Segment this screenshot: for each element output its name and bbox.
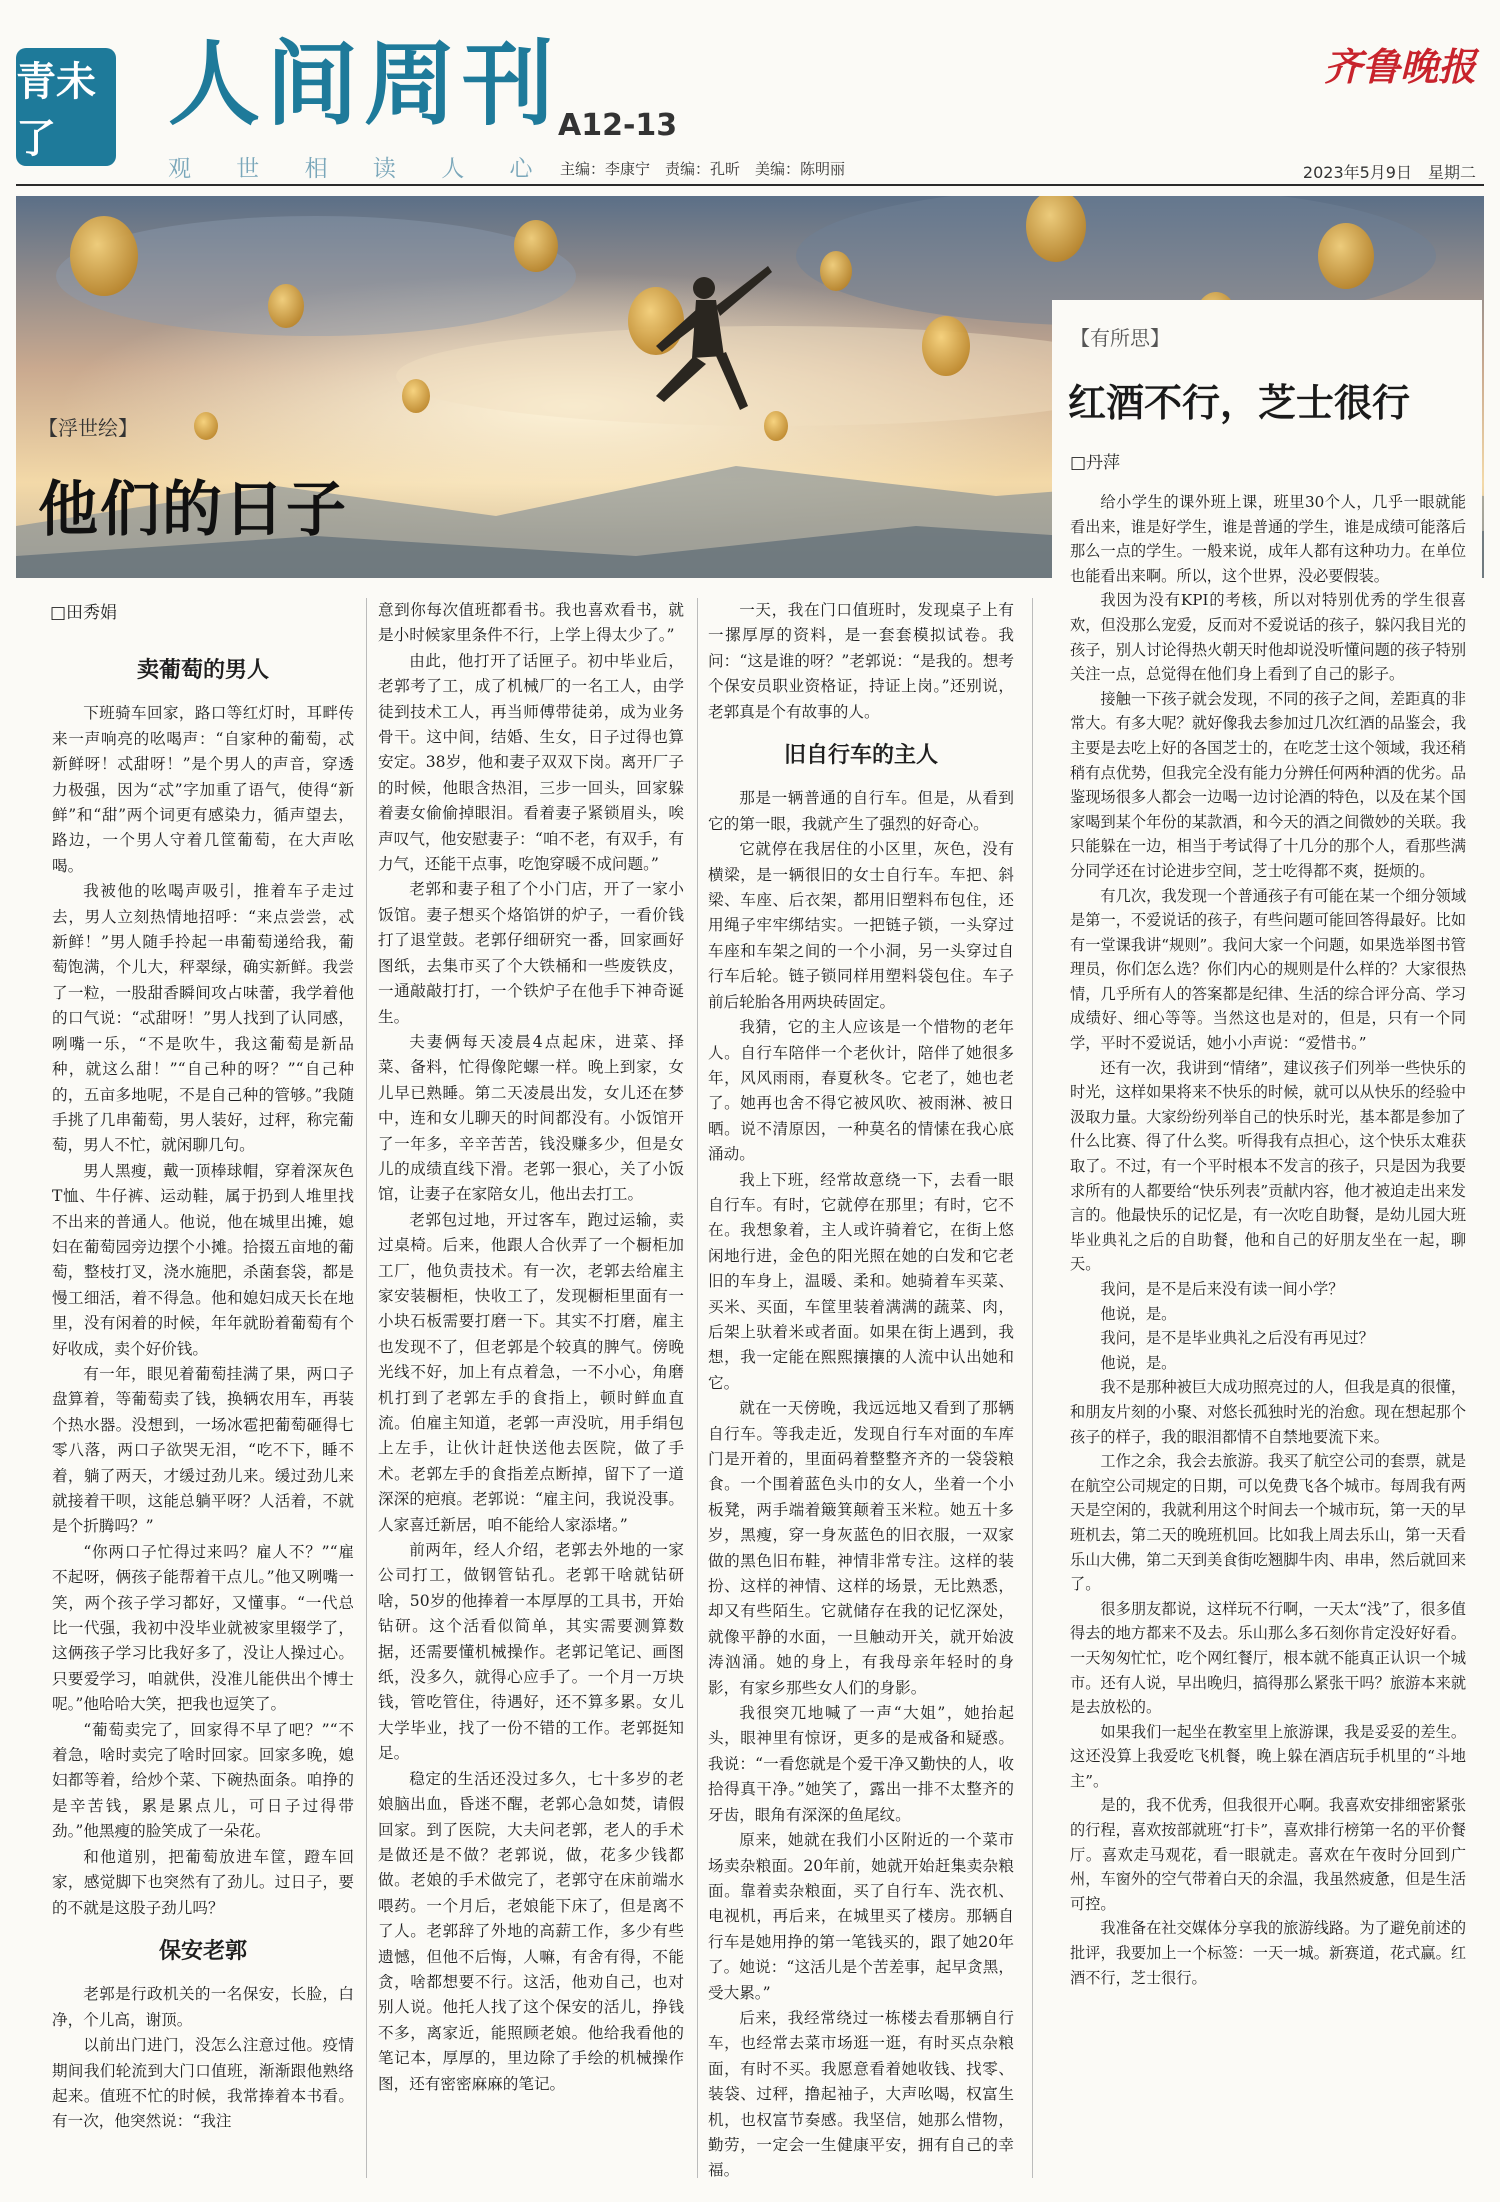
page-number: A12-13 — [558, 108, 678, 143]
paragraph: 我准备在社交媒体分享我的旅游线路。为了避免前述的批评，我要加上一个标签：一天一城。新赛道，花式赢。红酒不行，芝士很行。 — [1070, 1919, 1466, 1987]
paragraph: 我问，是不是毕业典礼之后没有再见过？ — [1100, 1329, 1374, 1348]
feature-author: □田秀娟 — [50, 603, 118, 623]
paragraph: 他说，是。 — [1100, 1353, 1177, 1372]
paragraph: 是的，我不优秀，但我很开心啊。我喜欢安排细密紧张的行程，喜欢按部就班“打卡”，喜欢排行榜第一名的平价餐厅。喜欢走马观花，看一眼就走。喜欢在午夜时分回到广州，车窗外的空气带着白天的余温，我虽然疲惫，但是生活可控。 — [1070, 1796, 1466, 1913]
editor-credits: 主编：李康宁 责编：孔昕 美编：陈明丽 — [560, 160, 846, 178]
column-divider — [1032, 598, 1033, 2178]
paragraph: 下班骑车回家，路口等红灯时，耳畔传来一声响亮的吆喝声：“自家种的葡萄，忒新鲜呀！忒甜呀！”是个男人的声音，穿透力极强，因为“忒”字加重了语气，使得“新鲜”和“甜”两个词更有感染力，循声望去，路边，一个男人守着几筐葡萄，在大声吆喝。 — [52, 704, 354, 875]
paragraph: 意到你每次值班都看书。我也喜欢看书，就是小时候家里条件不行，上学上得太少了。” — [378, 601, 684, 645]
column-divider — [697, 598, 698, 2178]
publication-date: 2023年5月9日 星期二 — [1302, 163, 1476, 182]
feature-column-1 — [52, 640, 354, 2135]
paragraph: 以前出门进门，没怎么注意过他。疫情期间我们轮流到大门口值班，渐渐跟他熟络起来。值班不忙的时候，我常捧着本书看。有一次，他突然说：“我注 — [52, 2036, 354, 2131]
subheading-old-bicycle: 旧自行车的主人 — [783, 742, 938, 769]
paragraph: 前两年，经人介绍，老郭去外地的一家公司打工，做钢管钻孔。老郭干啥就钻研啥，50岁的他捧着一本厚厚的工具书，开始钻研。这个活看似简单，其实需要测算数据，还需要懂机械操作。老郭记笔记、画图纸，没多久，就得心应手了。一个月一万块钱，管吃管住，待遇好，还不算多累。女儿大学毕业，找了一份不错的工作。老郭挺知足。 — [378, 1541, 684, 1763]
paragraph: “葡萄卖完了，回家得不早了吧？”“不着急，啥时卖完了啥时回家。回家多晚，媳妇都等着，给炒个菜、下碗热面条。咱挣的是辛苦钱，累是累点儿，可日子过得带劲。”他黑瘦的脸笑成了一朵花。 — [52, 1720, 354, 1841]
paragraph: 老郭是行政机关的一名保安，长脸，白净，个儿高，谢顶。 — [52, 1985, 354, 2029]
section-logo — [16, 48, 116, 166]
subheading-grape-seller: 卖葡萄的男人 — [136, 657, 269, 683]
feature-column-3 — [708, 598, 1014, 2184]
feature-tag: 【浮世绘】 — [38, 416, 138, 440]
paragraph: 它就停在我居住的小区里，灰色，没有横梁，是一辆很旧的女士自行车。车把、斜梁、车座、后衣架，都用旧塑料布包住，还用绳子牢牢绑结实。一把链子锁，一头穿过车座和车架之间的一个小洞，另一头穿过自行车后轮。链子锁同样用塑料袋包住。车子前后轮胎各用两块砖固定。 — [708, 840, 1014, 1011]
paragraph: 接触一下孩子就会发现，不同的孩子之间，差距真的非常大。有多大呢？就好像我去参加过几次红酒的品鉴会，我主要是去吃上好的各国芝士的，在吃芝士这个领域，我还稍稍有点优势，但我完全没有能力分辨任何两种酒的优劣。品鉴现场很多人都会一边喝一边讨论酒的特色，以及在某个国家喝到某个年份的某款酒，和今天的酒之间微妙的关联。我只能躲在一边，相当于考试得了十几分的那个人，看那些满分同学还在讨论进步空间，芝士吃得都不爽，挺烦的。 — [1070, 689, 1466, 880]
paragraph: 我问，是不是后来没有读一间小学？ — [1100, 1280, 1344, 1298]
paragraph: 原来，她就在我们小区附近的一个菜市场卖杂粮面。20年前，她就开始赶集卖杂粮面。靠着卖杂粮面，买了自行车、洗衣机、电视机，再后来，在城里买了楼房。那辆自行车是她用挣的第一笔钱买的，跟了她20年了。她说：“这活儿是个苦差事，起早贪黑，受大累。” — [708, 1831, 1014, 2002]
paragraph: 男人黑瘦，戴一顶棒球帽，穿着深灰色T恤、牛仔裤、运动鞋，属于扔到人堆里找不出来的普通人。他说，他在城里出摊，媳妇在葡萄园旁边摆个小摊。拾掇五亩地的葡萄，整枝打叉，浇水施肥，杀菌套袋，都是慢工细活，着不得急。他和媳妇成天长在地里，没有闲着的时候，年年就盼着葡萄有个好收成，卖个好价钱。 — [52, 1161, 354, 1358]
feature-title: 他们的日子 — [38, 475, 348, 545]
paragraph: 我上下班，经常故意绕一下，去看一眼自行车。有时，它就停在那里；有时，它不在。我想象着，主人或许骑着它，在街上悠闲地行进，金色的阳光照在她的白发和它老旧的车身上，温暖、柔和。她骑着车买菜、买米、买面，车筐里装着满满的蔬菜、肉，后架上驮着米或者面。如果在街上遇到，我想，我一定能在熙熙攘攘的人流中认出她和它。 — [708, 1170, 1014, 1392]
paragraph: 我不是那种被巨大成功照亮过的人，但我是真的很懂，和朋友片刻的小聚、对悠长孤独时光的治愈。现在想起那个孩子的样子，我的眼泪都情不自禁地要流下来。 — [1070, 1378, 1466, 1446]
paragraph: 还有一次，我讲到“情绪”，建议孩子们列举一些快乐的时光，这样如果将来不快乐的时候，就可以从快乐的经验中汲取力量。大家纷纷列举自己的快乐时光，基本都是参加了什么比赛、得了什么奖。听得我有点担心，这个快乐太难获取了。不过，有一个平时根本不发言的孩子，只是因为我要求所有的人都要给“快乐列表”贡献内容，他才被迫走出来发言的。他最快乐的记忆是，有一次吃自助餐，是幼儿园大班毕业典礼之后的自助餐，他和自己的好朋友坐在一起，聊天。 — [1070, 1058, 1466, 1274]
masthead-divider — [16, 184, 1484, 186]
paragraph: 和他道别，把葡萄放进车筐，蹬车回家，感觉脚下也突然有了劲儿。过日子，要的不就是这股子劲儿吗？ — [52, 1847, 354, 1917]
newspaper-logo: 齐鲁晚报 — [1323, 44, 1476, 89]
paragraph: 老郭包过地，开过客车，跑过运输，卖过桌椅。后来，他跟人合伙弄了一个橱柜加工厂，他负责技术。有一次，老郭去给雇主家安装橱柜，快收工了，发现橱柜里面有一小块石板需要打磨一下。其实不打磨，雇主也发现不了，但老郭是个较真的脾气。傍晚光线不好，加上有点着急，一不小心，角磨机打到了老郭左手的食指上，顿时鲜血直流。伯雇主知道，老郭一声没吭，用手绢包上左手，让伙计赶快送他去医院，做了手术。老郭左手的食指差点断掉，留下了一道深深的疤痕。老郭说：“雇主问，我说没事。人家喜迁新居，咱不能给人家添堵。” — [378, 1210, 684, 1534]
sidebar-tag: 【有所思】 — [1070, 326, 1170, 350]
paragraph: 他说，是。 — [1100, 1304, 1177, 1323]
paragraph: 我猜，它的主人应该是一个惜物的老年人。自行车陪伴一个老伙计，陪伴了她很多年，风风雨雨，春夏秋冬。它老了，她也老了。她再也舍不得它被风吹、被雨淋、被日晒。说不清原因，一种莫名的情愫在我心底涌动。 — [708, 1018, 1014, 1164]
paragraph: 一天，我在门口值班时，发现桌子上有一摞厚厚的资料，是一套套模拟试卷。我问：“这是谁的呀？”老郭说：“是我的。想考个保安员职业资格证，持证上岗。”还别说，老郭真是个有故事的人。 — [708, 601, 1014, 721]
paragraph: 有几次，我发现一个普通孩子有可能在某一个细分领域是第一，不爱说话的孩子，有些问题可能回答得最好。比如有一堂课我讲“规则”。我问大家一个问题，如果选举图书管理员，你们怎么选？你们内心的规则是什么样的？大家很热情，几乎所有人的答案都是纪律、生活的综合评分高、学习成绩好、细心等等。当然这也是对的，但是，只有一个同学，平时不爱说话，她小小声说：“爱惜书。” — [1070, 886, 1466, 1053]
paragraph: 夫妻俩每天凌晨4点起床，进菜、择菜、备料，忙得像陀螺一样。晚上到家，女儿早已熟睡。第二天凌晨出发，女儿还在梦中，连和女儿聊天的时间都没有。小饭馆开了一年多，辛辛苦苦，钱没赚多少，但是女儿的成绩直线下滑。老郭一狠心，关了小饭馆，让妻子在家陪女儿，他出去打工。 — [378, 1032, 684, 1204]
sidebar-title: 红酒不行，芝士很行 — [1068, 380, 1411, 425]
paragraph: 那是一辆普通的自行车。但是，从看到它的第一眼，我就产生了强烈的好奇心。 — [708, 789, 1014, 833]
paragraph: 我很突兀地喊了一声“大姐”，她抬起头，眼神里有惊讶，更多的是戒备和疑惑。我说：“一看您就是个爱干净又勤快的人，收拾得真干净。”她笑了，露出一排不太整齐的牙齿，眼角有深深的鱼尾纹。 — [708, 1704, 1014, 1824]
paragraph: 老郭和妻子租了个小门店，开了一家小饭馆。妻子想买个烙馅饼的炉子，一看价钱打了退堂鼓。老郭仔细研究一番，回家画好图纸，去集市买了个大铁桶和一些废铁皮，一通敲敲打打，一个铁炉子在他手下神奇诞生。 — [378, 880, 684, 1026]
subheading-security-guard: 保安老郭 — [158, 1937, 247, 1964]
paragraph: 我因为没有KPI的考核，所以对特别优秀的学生很喜欢，但没那么宠爱，反而对不爱说话的孩子，躲闪我目光的孩子，别人讨论得热火朝天时他却说没听懂问题的孩子特别关注一点，总觉得在他们身上看到了自己的影子。 — [1070, 591, 1466, 684]
section-title: 人间周刊 — [168, 30, 561, 138]
paragraph: 我被他的吆喝声吸引，推着车子走过去，男人立刻热情地招呼：“来点尝尝，忒新鲜！”男人随手拎起一串葡萄递给我，葡萄饱满，个儿大，秤翠绿，确实新鲜。我尝了一粒，一股甜香瞬间攻占味蕾，我学着他的口气说：“忒甜呀！”男人找到了认同感，咧嘴一乐，“不是吹牛，我这葡萄是新品种，就这么甜！”“自己种的呀？”“自己种的，五亩多地呢，不是自己种的管够。”我随手挑了几串葡萄，男人装好，过秤，称完葡萄，男人不忙，就闲聊几句。 — [52, 882, 354, 1155]
paragraph: 后来，我经常绕过一栋楼去看那辆自行车，也经常去菜市场逛一逛，有时买点杂粮面，有时不买。我愿意看着她收钱、找零、装袋、过秤，撸起袖子，大声吆喝，权富生机，也权富节奏感。我坚信，她那么惜物，勤劳，一定会一生健康平安，拥有自己的幸福。 — [708, 2008, 1014, 2180]
paragraph: 有一年，眼见着葡萄挂满了果，两口子盘算着，等葡萄卖了钱，换辆农用车，再装个热水器。没想到，一场冰雹把葡萄砸得七零八落，两口子欲哭无泪，“吃不下，睡不着，躺了两天，才缓过劲儿来。缓过劲儿来就接着干呗，这能总躺平呀？人活着，不就是个折腾吗？” — [52, 1364, 354, 1536]
sidebar-body — [1070, 490, 1466, 1990]
paragraph: 工作之余，我会去旅游。我买了航空公司的套票，就是在航空公司规定的日期，可以免费飞各个城市。每周我有两天是空闲的，我就利用这个时间去一个城市玩，第一天的早班机去，第二天的晚班机回。比如我上周去乐山，第一天看乐山大佛，第二天到美食街吃翘脚牛肉、串串，然后就回来了。 — [1070, 1452, 1466, 1594]
paragraph: 给小学生的课外班上课，班里30个人，几乎一眼就能看出来，谁是好学生，谁是普通的学生，谁是成绩可能落后那么一点的学生。一般来说，成年人都有这种功力。在单位也能看出来啊。所以，这个世界，没必要假装。 — [1070, 493, 1466, 585]
feature-column-2 — [378, 598, 684, 2097]
section-logo-text: 青未了 — [16, 58, 96, 162]
paragraph: 就在一天傍晚，我远远地又看到了那辆自行车。等我走近，发现自行车对面的车库门是开着的，里面码着整整齐齐的一袋袋粮食。一个围着蓝色头巾的女人，坐着一个小板凳，两手端着簸箕颠着玉米粒。她五十多岁，黑瘦，穿一身灰蓝色的旧衣服，一双家做的黑色旧布鞋，神情非常专注。这样的装扮、这样的神情、这样的场景，无比熟悉，却又有些陌生。它就储存在我的记忆深处，就像平静的水面，一旦触动开关，就开始波涛汹涌。她的身上，有我母亲年轻时的身影，有家乡那些女人们的身影。 — [708, 1399, 1014, 1697]
paragraph: 由此，他打开了话匣子。初中毕业后，老郭考了工，成了机械厂的一名工人，由学徒到技术工人，再当师傅带徒弟，成为业务骨干。这中间，结婚、生女，日子过得也算安定。38岁，他和妻子双双下岗。离开厂子的时候，他眼含热泪，三步一回头，回家躲着妻女偷偷掉眼泪。看着妻子紧锁眉头，唉声叹气，他安慰妻子：“咱不老，有双手，有力气，还能干点事，吃饱穿暖不成问题。” — [378, 651, 684, 874]
paragraph: 如果我们一起坐在教室里上旅游课，我是妥妥的差生。这还没算上我爱吃飞机餐，晚上躲在酒店玩手机里的“斗地主”。 — [1070, 1722, 1466, 1790]
paragraph: “你两口子忙得过来吗？雇人不？”“雇不起呀，俩孩子能帮着干点儿。”他又咧嘴一笑，两个孩子学习都好，又懂事。“一代总比一代强，我初中没毕业就被家里辍学了，这俩孩子学习比我好多了，没让人操过心。只要爱学习，咱就供，没准儿能供出个博士呢。”他哈哈大笑，把我也逗笑了。 — [52, 1542, 354, 1714]
section-slogan: 观 世 相 读 人 心 — [168, 156, 552, 182]
sidebar-author: □丹萍 — [1070, 453, 1121, 473]
paragraph: 稳定的生活还没过多久，七十多岁的老娘脑出血，昏迷不醒，老郭心急如焚，请假回家。到了医院，大夫问老郭，老人的手术是做还是不做？老郭说，做，花多少钱都做。老娘的手术做完了，老郭守在床前端水喂药。一个月后，老娘能下床了，但是离不了人。老郭辞了外地的高薪工作，多少有些遗憾，但他不后悔，人嘛，有舍有得，不能贪，啥都想要不行。这活，他劝自己，也对别人说。他托人找了这个保安的活儿，挣钱不多，离家近，能照顾老娘。他给我看他的笔记本，厚厚的，里边除了手绘的机械操作图，还有密密麻麻的笔记。 — [378, 1769, 684, 2093]
paragraph: 很多朋友都说，这样玩不行啊，一天太“浅”了，很多值得去的地方都来不及去。乐山那么多石刻你肯定没好好看。一天匆匆忙忙，吃个网红餐厅，根本就不能真正认识一个城市。还有人说，早出晚归，搞得那么紧张干吗？旅游本来就是去放松的。 — [1070, 1599, 1466, 1717]
column-divider — [366, 598, 367, 2178]
